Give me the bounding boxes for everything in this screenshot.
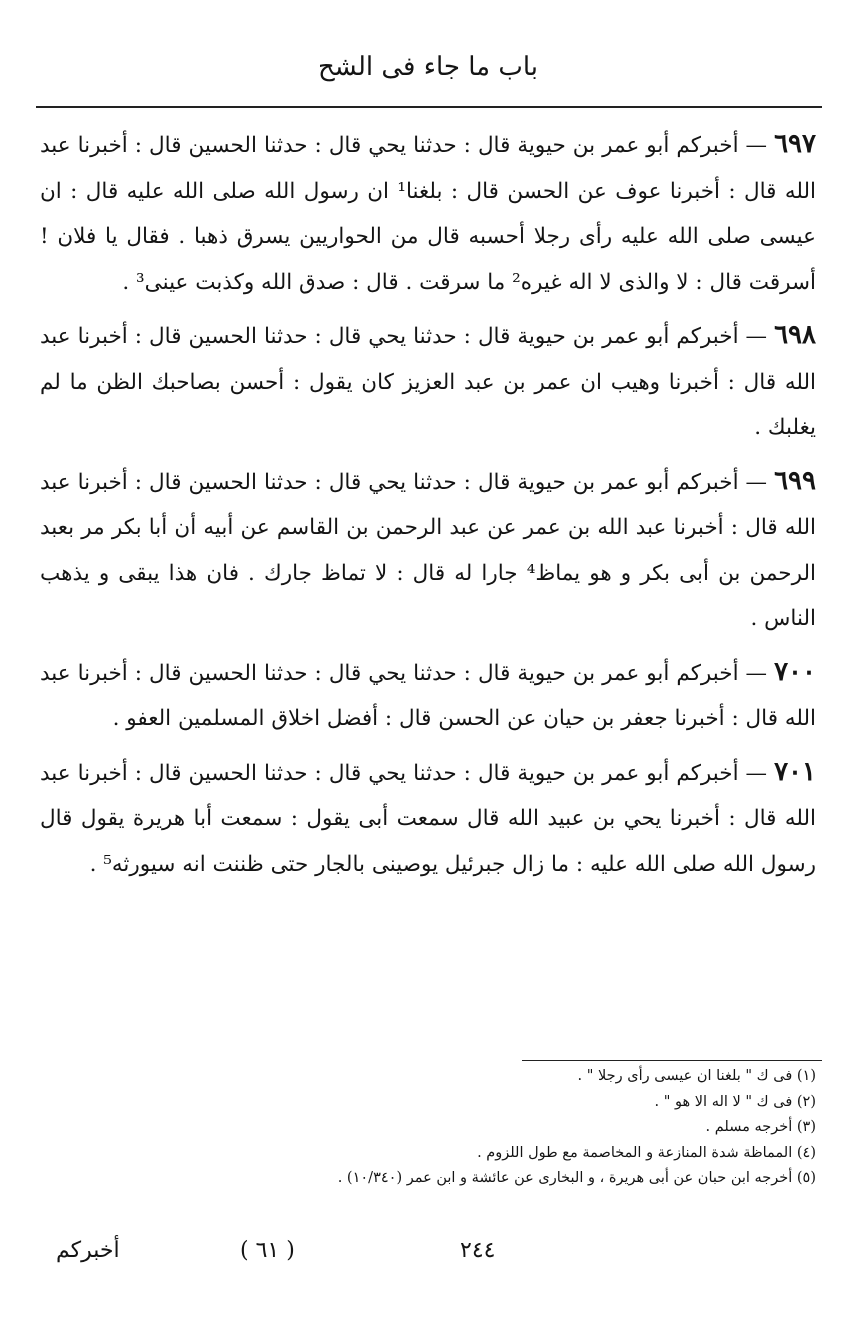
- footnote-rule: [522, 1060, 822, 1061]
- hadith-paragraph: [40, 122, 816, 305]
- hadith-number: ٧٠٠: [774, 656, 816, 687]
- hadith-paragraph: [40, 650, 816, 742]
- hadith-number: ٦٩٨: [774, 320, 816, 350]
- footnotes: [40, 1064, 816, 1192]
- hadith-paragraph: [40, 750, 816, 888]
- footnote: (٤) المماظة شدة المنازعة و المخاصمة مع طول اللزوم .: [477, 1144, 816, 1161]
- page-number: ٢٤٤: [460, 1238, 496, 1263]
- hadith-number: ٦٩٩: [774, 465, 816, 496]
- hadith-number: ٦٩٧: [774, 129, 816, 159]
- hadith-number: ٧٠١: [774, 756, 816, 787]
- hadith-text: — أخبركم أبو عمر بن حيوية قال : حدثنا يحي قال : حدثنا الحسين قال : أخبرنا عبد الله قال : أخبرنا جعفر بن حيان عن الحسن قال : أفضل اخلاق المسلمين العفو .: [40, 660, 816, 731]
- hadith-text: — أخبركم أبو عمر بن حيوية قال : حدثنا يحي قال : حدثنا الحسين قال : أخبرنا عبد الله قال : أخبرنا عبد الله بن عمر عن عبد الرحمن بن القاسم عن أبيه أن أبا بكر مر بعبد الرحمن بن أبى بكر و هو يماظ⁴ جارا له قال : لا تماظ جارك . فان هذا يبقى و يذهب الناس .: [40, 469, 816, 631]
- catchword: أخبركم: [56, 1238, 120, 1263]
- signature-mark: ( ٦١ ): [240, 1238, 295, 1263]
- hadith-paragraph: [40, 459, 816, 642]
- page-footer: [40, 1238, 816, 1278]
- main-text: [40, 122, 816, 895]
- footnote: (١) فى ك " بلغنا ان عيسى رأى رجلا " .: [577, 1068, 816, 1084]
- hadith-text: — أخبركم أبو عمر بن حيوية قال : حدثنا يحي قال : حدثنا الحسين قال : أخبرنا عبد الله قال : أخبرنا عوف عن الحسن قال : بلغنا¹ ان رسول الله صلى الله عليه قال : ان عيسى صلى الله عليه رأى رجلا أحسبه قال من الحواريين يسرق ذهبا . فقال يا فلان ! أسرقت قال : لا والذى لا اله غيره² ما سرقت . قال : صدق الله وكذبت عينى³ .: [40, 133, 816, 295]
- hadith-text: — أخبركم أبو عمر بن حيوية قال : حدثنا يحي قال : حدثنا الحسين قال : أخبرنا عبد الله قال : أخبرنا وهيب ان عمر بن عبد العزيز كان يقول : أحسن بصاحبك الظن ما لم يغلبك .: [40, 324, 816, 440]
- hadith-paragraph: [40, 313, 816, 451]
- footnote: (٥) أخرجه ابن حبان عن أبى هريرة ، و البخارى عن عائشة و ابن عمر (١٠/٣٤٠) .: [337, 1170, 816, 1186]
- hadith-text: — أخبركم أبو عمر بن حيوية قال : حدثنا يحي قال : حدثنا الحسين قال : أخبرنا عبد الله قال : أخبرنا يحي بن عبيد الله قال سمعت أبى يقول : سمعت أبا هريرة يقول قال رسول الله صلى الله عليه : ما زال جبرئيل يوصينى بالجار حتى ظننت انه سيورثه⁵ .: [40, 760, 816, 877]
- header-rule: [36, 106, 822, 108]
- footnote: (٣) أخرجه مسلم .: [705, 1119, 816, 1135]
- footnote: (٢) فى ك " لا اله الا هو " .: [654, 1093, 816, 1110]
- page-header-title: باب ما جاء فى الشح: [318, 52, 538, 82]
